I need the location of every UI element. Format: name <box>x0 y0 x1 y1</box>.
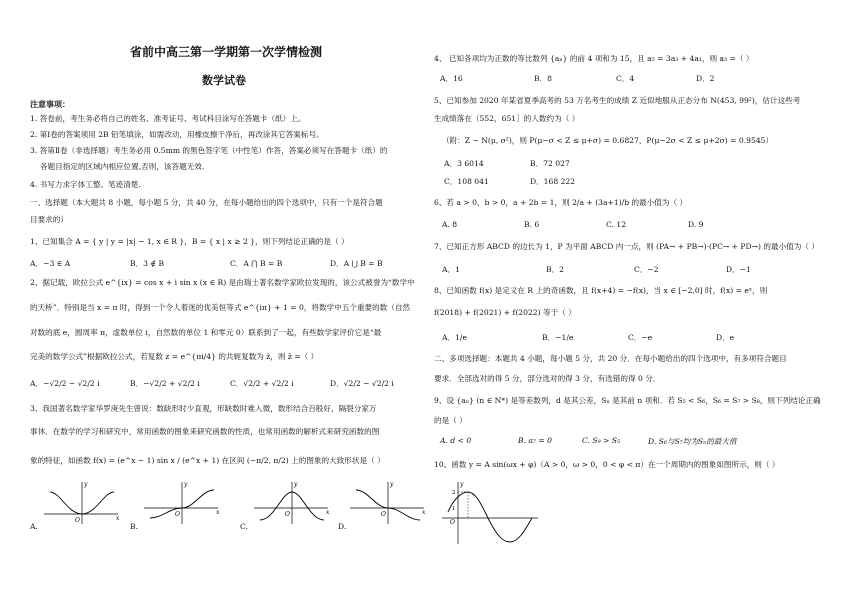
q3-graph-c <box>252 478 332 528</box>
q7-option-d: D．−1 <box>726 265 751 274</box>
q2-line: 2、据记载，欧拉公式 e^{ix} = cos x + i sin x (x ∈ R) 是由瑞士著名数学家欧拉发现的，该公式被誉为“数学中 <box>30 278 415 287</box>
q3-graph-d <box>348 478 428 528</box>
q2-option-b: B．−√2/2 + √2/2 i <box>130 379 200 388</box>
q8-option-d: D．e <box>716 333 735 342</box>
q3-graph-d-origin: O <box>381 511 386 518</box>
q3-graph-d-x-label: x <box>422 509 426 516</box>
q4-stem: 4、 已知各项均为正数的等比数列 {aₙ} 的前 4 项和为 15，且 a₅ = 3a₃ + 4a₁，则 a₃ =（ ） <box>434 54 754 63</box>
q7-option-a: A．1 <box>442 265 460 274</box>
q8-option-b: B．−1/e <box>542 333 574 342</box>
q4-option-a: A．16 <box>440 74 463 83</box>
q1-stem: 1、已知集合 A = { y | y = |x| − 1, x ∈ R }，B = { x | x ≥ 2 }，则下列结论正确的是（ ） <box>30 237 349 246</box>
q9-option-a: A. d < 0 <box>440 436 472 445</box>
q1-option-d: D．A ⋃ B = B <box>330 259 383 268</box>
q2-line: 完美的数学公式”根据欧拉公式，若复数 z = e^{πi/4} 的共轭复数为 z̄，则 z̄ =（ ） <box>30 352 319 361</box>
exam-subtitle: 数学试卷 <box>202 74 246 87</box>
notice-heading: 注意事项： <box>30 100 70 109</box>
exam-title: 省前中高三第一学期第一次学情检测 <box>130 45 323 59</box>
q10-graph-tick-2: 2 <box>452 490 456 496</box>
q5-option-c: C．108 041 <box>444 177 489 186</box>
q5-option-d: D．168 222 <box>530 177 576 186</box>
q8-line: f(2018) + f(2021) + f(2022) 等于（ ） <box>434 308 576 317</box>
q3-line: 象的特征，如函数 f(x) = (e^x − 1) sin x / (e^x + 1) 在区间 (−π/2, π/2) 上的图象的大致形状是（ ） <box>30 456 385 465</box>
q10-graph <box>440 478 540 548</box>
q3-graph-a <box>42 478 122 528</box>
q3-graph-b <box>142 478 222 528</box>
notice-item: 2. 第Ⅰ卷的答案须用 2B 铅笔填涂，如需改动，用橡皮擦干净后，再改涂其它答案标号。 <box>30 130 324 139</box>
q9-option-d: D. S₆与S₇均为Sₙ的最大值 <box>648 437 737 446</box>
q3-graph-c-x-label: x <box>326 509 330 516</box>
q9-option-c: C. S₉ > S₅ <box>582 436 621 445</box>
notice-item: 4. 书写力求字体工整、笔迹清楚. <box>30 180 141 189</box>
q3-graph-b-x-label: x <box>216 509 220 516</box>
q3-graph-c-y-label: y <box>294 481 298 488</box>
q2-option-c: C．√2/2 + √2/2 i <box>230 379 294 388</box>
q4-option-b: B．8 <box>534 74 553 83</box>
notice-item: 1. 答卷前，考生务必将自己的姓名、准考证号、考试科目涂写在答题卡（纸）上。 <box>30 114 306 123</box>
q5-option-b: B．72 027 <box>530 159 570 168</box>
q3-graph-b-y-label: y <box>184 481 188 488</box>
q3-option-d: D. <box>338 522 347 531</box>
q10-graph-y-label: y <box>460 481 464 488</box>
q2-option-d: D．√2/2 − √2/2 i <box>330 379 394 388</box>
notice-item: 各题目指定的区域内相应位置,否则，该答题无效. <box>40 162 205 171</box>
q7-option-b: B．2 <box>546 265 565 274</box>
q8-option-c: C．−e <box>628 333 653 342</box>
q3-graph-a-y-label: y <box>84 481 88 488</box>
q9-stem: 9、设 {aₙ} (n ∈ N*) 是等差数列，d 是其公差，Sₙ 是其前 n 项和．若 S₅ < S₆，S₆ = S₇ > S₈，则下列结论正确 <box>434 396 821 405</box>
q3-graph-d-y-label: y <box>390 481 394 488</box>
q6-option-c: C. 12 <box>606 220 627 229</box>
q10-graph-origin: O <box>450 519 455 526</box>
q3-graph-a-x-label: x <box>116 515 120 522</box>
q2-line: 对数的底 e，圆周率 π，虚数单位 i，自然数的单位 1 和零元 0）联系到了一起，有些数学家评价它是“最 <box>30 328 382 337</box>
notice-item: 3. 答第Ⅱ卷（非选择题）考生务必用 0.5mm 的黑色签字笔（中性笔）作答，答案必须写在答题卡（纸）的 <box>30 146 388 155</box>
q9-stem-2: 的是（ ） <box>434 416 467 425</box>
q3-option-c: C. <box>240 522 248 531</box>
section2-line: 二、多项选择题：本题共 4 小题，每小题 5 分，共 20 分．在每小题给出的四个选项中，有多项符合题目 <box>434 354 787 363</box>
q10-stem: 10、函数 y = A sin(ωx + φ)（A > 0，ω > 0，0 < φ < π）在一个周期内的图象如图所示，则（ ） <box>434 460 780 469</box>
q6-option-a: A. 8 <box>442 220 458 229</box>
q2-option-a: A．−√2/2 − √2/2 i <box>30 379 100 388</box>
q9-option-b: B. a₇ = 0 <box>518 436 553 445</box>
q7-stem: 7、已知正方形 ABCD 的边长为 1，P 为平面 ABCD 内一点，则 (PA→ + PB→)·(PC→ + PD→) 的最小值为（ ） <box>434 242 819 251</box>
q8-line: 8、已知函数 f(x) 是定义在 R 上的奇函数，且 f(x+4) = −f(x)，当 x ∈ [−2,0] 时，f(x) = eˣ，则 <box>434 286 768 295</box>
q3-option-a: A. <box>30 522 38 531</box>
q1-option-c: C．A ⋂ B = B <box>230 259 283 268</box>
q3-option-b: B. <box>130 522 138 531</box>
q3-graph-c-origin: O <box>285 511 290 518</box>
q7-option-c: C．−2 <box>634 265 659 274</box>
section1-line: 一、选择题（本大题共 8 小题，每小题 5 分，共 40 分，在每小题给出的四个选项中，只有一个是符合题 <box>30 198 383 207</box>
q5-line: 5、已知参加 2020 年某省夏季高考的 53 万名考生的成绩 Z 近似地服从正态分布 N(453, 99²)，估计这些考 <box>434 96 801 105</box>
q5-line: （附：Z ~ N(μ, σ²)，则 P(μ−σ < Z ≤ μ+σ) = 0.6827，P(μ−2σ < Z ≤ μ+2σ) = 0.9545） <box>442 136 774 145</box>
q3-line: 3、我国著名数学家华罗庚先生曾说：数缺形时少直观，形缺数时难入微，数形结合百般好，隔裂分家万 <box>30 404 377 413</box>
q3-line: 事休．在数学的学习和研究中，常用函数的图象来研究函数的性质，也常用函数的解析式来研究函数的图 <box>30 427 380 436</box>
q5-option-a: A．3 6014 <box>444 159 484 168</box>
q10-graph-tick-1: 1 <box>452 506 456 512</box>
q4-option-c: C．4 <box>616 74 635 83</box>
q3-graph-a-origin: O <box>75 517 80 524</box>
q6-stem: 6、若 a > 0，b > 0，a + 2b = 1，则 2/a + (3a+1)/b 的最小值为（ ） <box>434 198 688 207</box>
q4-option-d: D．2 <box>696 74 715 83</box>
section1-line: 目要求的） <box>30 215 68 224</box>
q1-option-b: B．3 ∉ B <box>130 259 165 268</box>
q3-graph-b-origin: O <box>175 511 180 518</box>
q5-line: 生成绩落在（552，651］的人数约为（ ） <box>434 114 580 123</box>
q6-option-d: D. 9 <box>688 220 704 229</box>
section2-line: 要求．全部选对的得 5 分，部分选对的得 3 分，有选错的得 0 分． <box>434 374 661 383</box>
q6-option-b: B. 6 <box>524 220 540 229</box>
q8-option-a: A．1/e <box>442 333 467 342</box>
q1-option-a: A．−3 ∈ A <box>30 259 71 268</box>
q2-line: 的天桥”．特别是当 x = π 时，得到一个令人着迷的优美恒等式 e^{iπ} + 1 = 0，将数学中五个重要的数（自然 <box>30 303 411 312</box>
